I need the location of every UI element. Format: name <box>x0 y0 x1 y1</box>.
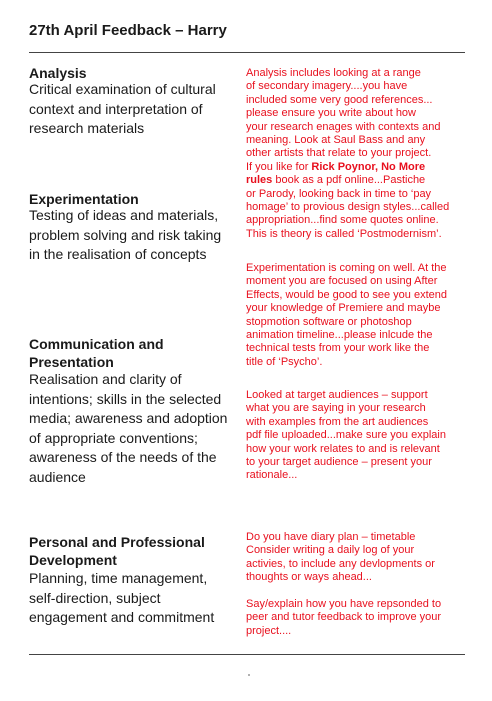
analysis-feedback-text-b: book as a pdf online...Pastiche or Parody, looking back in time to ‘pay homage’ to provious design styles...called appropriation...find some quotes online. This is theory is called ‘Postmodernism’. <box>246 174 450 240</box>
analysis-feedback-bold: Rick Poynor, No More rules <box>246 160 426 187</box>
experimentation-heading: Experimentation <box>29 191 139 207</box>
top-divider <box>29 52 465 53</box>
experimentation-feedback: Experimentation is coming on well. At the moment you are focused on using After Effects, would be good to see you extend your knowledge of Premiere and maybe stopmotion software or photoshop animation timeline...please inlcude the technical tests from your work like the title of ‘Psycho’. <box>246 262 447 368</box>
experimentation-description: Testing of ideas and materials, problem solving and risk taking in the realisation of concepts <box>29 207 222 262</box>
communication-description: Realisation and clarity of intentions; skills in the selected media; awareness and adoption of appropriate conventions; awareness of the needs of the audience <box>29 371 228 485</box>
personal-feedback-2: Say/explain how you have repsonded to peer and tutor feedback to improve your project.... <box>246 598 442 637</box>
communication-heading: Communication and Presentation <box>29 336 164 370</box>
bottom-divider <box>29 654 465 655</box>
analysis-feedback <box>246 67 449 241</box>
personal-heading: Personal and Professional Development <box>29 534 205 568</box>
analysis-heading: Analysis <box>29 65 87 81</box>
communication-feedback: Looked at target audiences – support what you are saying in your research with examples from the art audiences pdf file uploaded...make sure you explain how your work relates to and is relevant to your target audience – present your rationale... <box>246 389 446 482</box>
analysis-description: Critical examination of cultural context and interpretation of research materials <box>29 81 216 136</box>
stray-dot <box>248 674 250 676</box>
personal-description: Planning, time management, self-direction, subject engagement and commitment <box>29 570 215 625</box>
personal-feedback-1: Do you have diary plan – timetable Consider writing a daily log of your activies, to include any devlopments or thoughts or ways ahead... <box>246 531 435 584</box>
analysis-feedback-text-a: Analysis includes looking at a range of secondary imagery....you have included some very good references... please ensure you write about how your research enages with contexts and meaning. Look at Saul Bass and any other artists that relate to your project. If you like for <box>246 67 441 173</box>
page-title: 27th April Feedback – Harry <box>29 22 227 39</box>
